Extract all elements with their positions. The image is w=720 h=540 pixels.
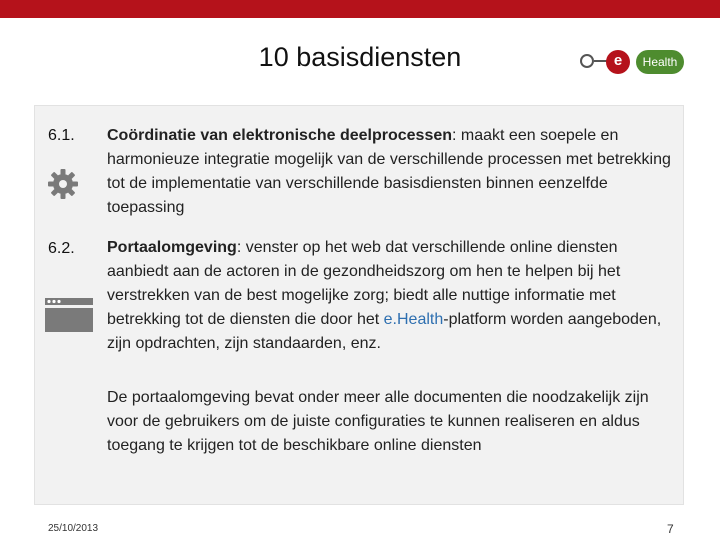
browser-window-icon [45,298,93,332]
gear-icon [47,168,79,200]
item-description-continued: -platform worden aangeboden, zijn opdrachten, zijn standaarden, enz. [107,311,662,352]
item-term: Portaalomgeving [107,239,237,256]
item-text [107,236,677,356]
ehealth-link[interactable]: e.Health [383,311,444,328]
logo-ring-icon [580,54,594,68]
item-paragraph: De portaalomgeving bevat onder meer alle documenten die noodzakelijk zijn voor de gebruikers om de juiste configuraties te kunnen realiseren en aldus toegang te krijgen tot de beschikbare online diensten [107,389,649,454]
logo-health-pill: Health [636,50,684,74]
slide-title: 10 basisdiensten [258,42,462,72]
item-term: Coördinatie van elektronische deelprocessen [107,127,453,144]
item-description: : maakt een soepele en harmonieuze integratie mogelijk van de verschillende processen met betrekking tot de implementatie van verschillende basisdiensten binnen eenzelfde toepassing [107,127,671,216]
ehealth-logo [580,48,684,76]
item-description: : venster op het web dat verschillende online diensten aanbiedt aan de actoren in de gezondheidszorg om hen te helpen bij het verstrekken van de best mogelijke zorg; biedt alle nuttige informatie met betrekking tot de diensten die door het [107,239,621,328]
item-text [107,124,677,220]
footer-date: 25/10/2013 [48,523,99,534]
item-number: 6.1. [48,127,75,144]
top-accent-bar [0,0,720,18]
item-number: 6.2. [48,240,75,257]
page-number: 7 [667,522,674,536]
logo-e-mark: e [606,50,630,74]
